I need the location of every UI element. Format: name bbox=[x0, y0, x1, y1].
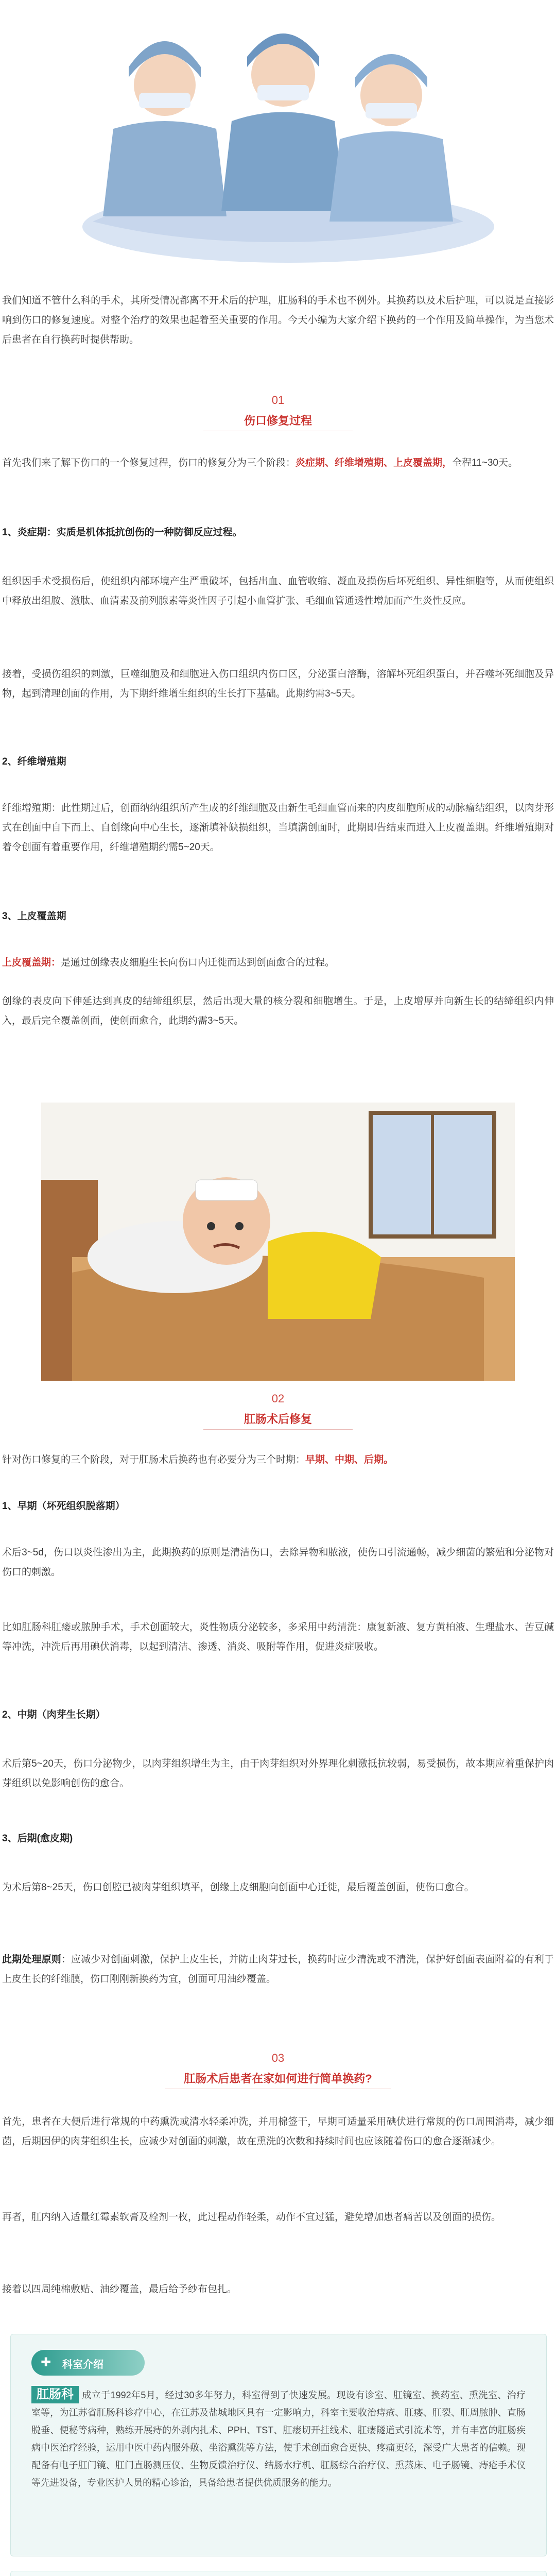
text: 全程11~30天。 bbox=[452, 457, 518, 468]
stethoscope-icon: ✚ bbox=[41, 2355, 51, 2369]
paragraph bbox=[0, 1450, 556, 1470]
paragraph: 纤维增殖期：此性期过后，创面纳纳组织所产生成的纤维细胞及由新生毛细血管而来的内皮细胞所成的动脉瘤结组织，以肉芽形式在创面中自下而上、自创缘向中心生长，逐渐填补缺损组织，当填满创面时，此期即告结束而进入上皮覆盖期。纤维增殖期对着令创面有着重要作用，纤维增殖期约需5~20天。 bbox=[2, 803, 554, 853]
paragraph: 接着，受损伤组织的刺激，巨噬细胞及和细胞进入伤口组织内伤口区，分泌蛋白溶酶，溶解坏死组织蛋白，并吞噬坏死细胞及异物，起到清理创面的作用，为下期纤维增生组织的生长打下基础。此期约需3~5天。 bbox=[2, 669, 554, 699]
highlight-text: 上皮覆盖期： bbox=[2, 957, 61, 968]
text: 针对伤口修复的三个阶段，对于肛肠术后换药也有必要分为三个时期： bbox=[2, 1454, 306, 1465]
section-number: 03 bbox=[271, 2052, 285, 2064]
department-description: 成立于1992年5月，经过30多年努力，科室得到了快速发展。现设有诊室、肛镜室、换药室、熏洗室、治疗室等，为江苏省肛肠科诊疗中心，在江苏及盐城地区具有一定影响力，科室主要收治痔疮、肛瘘、肛裂、肛周脓肿、直肠脱垂、便秘等病种，熟练开展痔的外剥内扎术、PPH、TST、肛瘘切开挂线术、肛瘘隧道式引流术等，并有丰富的肛肠疾病中医治疗经验，运用中医中药内服外敷、坐浴熏洗等方法，使手术创面愈合更快、疼痛更轻，深受广大患者的信赖。现配备有电子肛门镜、肛门直肠测压仪、生物反馈治疗仪、结肠水疗机、肛肠综合治疗仪、熏蒸床、电子肠镜、痔疮手术仪等先进设备，专业医护人员的精心诊治，具备给患者提供优质服务的能力。 bbox=[31, 2390, 526, 2488]
section-divider bbox=[203, 1429, 353, 1430]
section-title: 伤口修复过程 bbox=[244, 414, 312, 427]
section-title: 肛肠术后患者在家如何进行简单换药? bbox=[184, 2072, 372, 2085]
text: ：应减少对创面刺激，保护上皮生长，并防止肉芽过长，换药时应少清洗或不清洗，保护好创面表面附着的有利于上皮生长的纤维膜，伤口刚刚新换药为宜，创面可用油纱覆盖。 bbox=[2, 1954, 554, 1985]
section-number: 02 bbox=[271, 1392, 285, 1405]
highlight-text: 此期处理原则 bbox=[2, 1954, 61, 1965]
paragraph bbox=[0, 453, 556, 473]
highlight-text: 炎症期、纤维增殖期、上皮覆盖期， bbox=[296, 457, 453, 468]
intro-paragraph: 我们知道不管什么科的手术，其所受情况都离不开术后的护理，肛肠科的手术也不例外。其换药以及术后护理，可以说是直接影响到伤口的修复速度。对整个治疗的效果也起着至关重要的作用。今天小编为大家介绍下换药的一个作用及简单操作，为当您术后患者在自行换药时提供帮助。 bbox=[2, 295, 554, 345]
section-number: 01 bbox=[271, 394, 285, 406]
paragraph bbox=[0, 953, 556, 973]
paragraph: 创缘的表皮向下伸延达到真皮的结缔组织层，然后出现大量的核分裂和细胞增生。于是，上皮增厚并向新生长的结缔组织内伸入，最后完全覆盖创面，使创面愈合，此期约需3~5天。 bbox=[2, 996, 554, 1026]
subheading: 2、纤维增殖期 bbox=[2, 756, 66, 767]
surgery-illustration bbox=[21, 0, 525, 289]
paragraph: 再者，肛内纳入适量红霉素软膏及栓剂一枚，此过程动作轻柔，动作不宜过猛，避免增加患者痛苦以及创面的损伤。 bbox=[2, 2212, 501, 2223]
expert-card bbox=[10, 2571, 547, 2576]
paragraph: 接着以四周纯棉敷贴、油纱覆盖，最后给予纱布包扎。 bbox=[2, 2284, 237, 2295]
department-header bbox=[31, 2350, 145, 2376]
department-name: 肛肠科 bbox=[31, 2386, 79, 2403]
patient-illustration bbox=[41, 1103, 515, 1381]
paragraph: 术后3~5d，伤口以炎性渗出为主，此期换药的原则是清洁伤口，去除异物和脓液，使伤口引流通畅，减少细菌的繁殖和分泌物对伤口的刺激。 bbox=[2, 1547, 554, 1578]
paragraph: 比如肛肠科肛瘘或脓肿手术，手术创面较大，炎性物质分泌较多，多采用中药清洗：康复新液、复方黄柏液、生理盐水、苦豆碱等冲洗，冲洗后再用碘伏消毒，以起到清洁、渗透、消炎、吸附等作用，促进炎症吸收。 bbox=[2, 1622, 554, 1652]
subheading: 3、上皮覆盖期 bbox=[2, 911, 66, 922]
department-card bbox=[10, 2334, 547, 2556]
text: 首先我们来了解下伤口的一个修复过程，伤口的修复分为三个阶段： bbox=[2, 457, 296, 468]
department-header-label: 科室介绍 bbox=[62, 2359, 103, 2370]
paragraph: 为术后第8~25天，伤口创腔已被肉芽组织填平，创缘上皮细胞向创面中心迁徙，最后覆盖创面，使伤口愈合。 bbox=[2, 1882, 474, 1893]
section-title: 肛肠术后修复 bbox=[244, 1413, 312, 1426]
paragraph: 术后第5~20天，伤口分泌物少，以肉芽组织增生为主，由于肉芽组织对外界理化刺激抵抗较弱，易受损伤，故本期应着重保护肉芽组织以免影响创伤的愈合。 bbox=[2, 1758, 554, 1789]
text: 是通过创缘表皮细胞生长向伤口内迁徙而达到创面愈合的过程。 bbox=[61, 957, 335, 968]
highlight-text: 早期、中期、后期。 bbox=[305, 1454, 394, 1465]
subheading: 1、早期（坏死组织脱落期） bbox=[2, 1501, 125, 1512]
subheading: 3、后期(愈皮期) bbox=[2, 1833, 73, 1844]
department-text bbox=[31, 2386, 526, 2492]
paragraph: 组织因手术受损伤后，使组织内部环境产生严重破坏，包括出血、血管收缩、凝血及损伤后坏死组织、异性细胞等，从而使组织中释放出组胺、激肽、血清素及前列腺素等炎性因子引起小血管扩张、毛细血管通透性增加而产生炎性反应。 bbox=[2, 576, 554, 606]
paragraph bbox=[0, 1950, 556, 1989]
subheading: 2、中期（肉芽生长期） bbox=[2, 1709, 106, 1720]
paragraph: 首先，患者在大便后进行常规的中药熏洗或清水轻柔冲洗，并用棉签干，早期可适量采用碘伏进行常规的伤口周围消毒，减少细菌，后期因伊的肉芽组织生长，应减少对创面的刺激，故在熏洗的次数和持续时间也应该随着伤口的愈合逐渐减少。 bbox=[2, 2116, 554, 2147]
subheading: 1、炎症期：实质是机体抵抗创伤的一种防御反应过程。 bbox=[2, 527, 242, 538]
